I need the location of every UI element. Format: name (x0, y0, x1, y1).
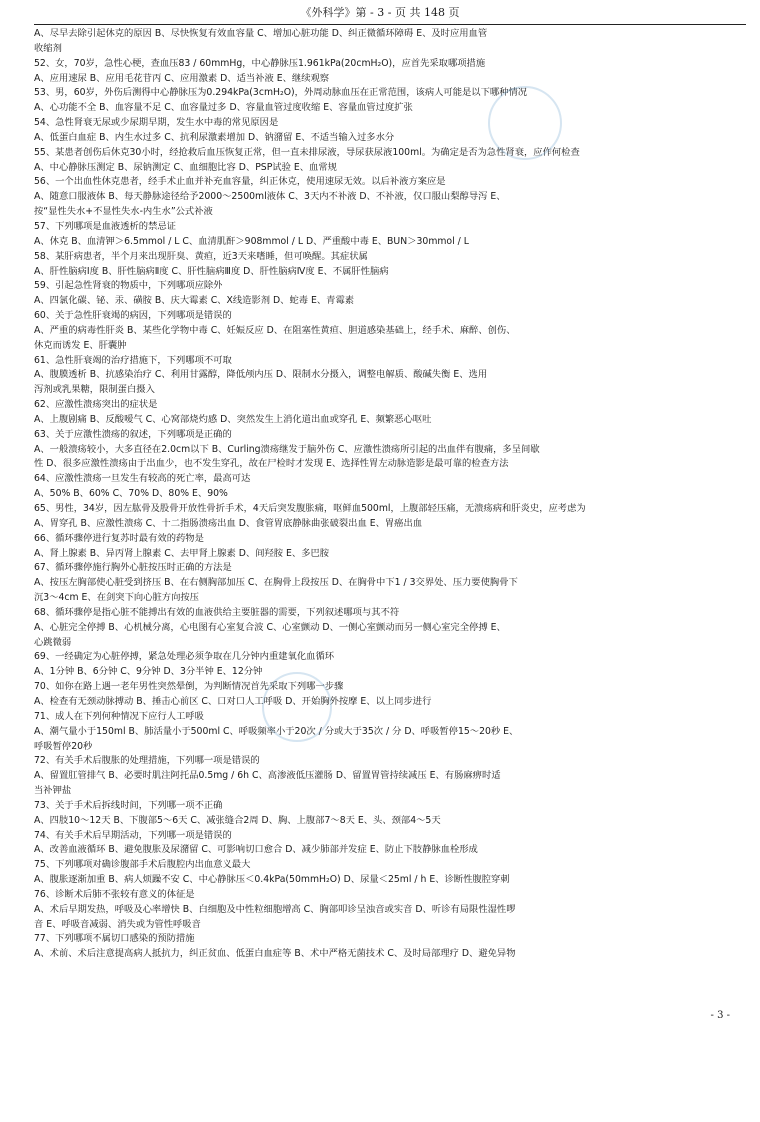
text-line: 65、男性，34岁，因左肱骨及股骨开放性骨折手术，4天后突发腹胀痛，呕鲜血500ml，上腹部轻压痛，无溃疡病和肝炎史，应考虑为 (34, 503, 586, 514)
text-line: A、肾上腺素 B、异丙肾上腺素 C、去甲肾上腺素 D、间羟胺 E、多巴胺 (34, 547, 330, 559)
text-line: 69、一经确定为心脏停搏，紧急处理必须争取在几分钟内重建氧化血循环 (34, 651, 335, 663)
text-line: A、1分钟 B、6分钟 C、9分钟 D、3分半钟 E、12分钟 (34, 666, 263, 678)
text-line: 收缩剂 (34, 42, 62, 54)
page-number: - 3 - (710, 1010, 730, 1021)
text-line: 72、有关手术后腹胀的处理措施，下列哪一项是错误的 (34, 755, 260, 767)
text-line: 当补钾盐 (34, 785, 72, 797)
text-line: 56、一个出血性休克患者，经手术止血并补充血容量，纠正休克，使用速尿无效。以后补液方案应是 (34, 176, 446, 188)
watermark-stamp-icon (488, 86, 562, 160)
text-line: 60、关于急性肝衰竭的病因，下列哪项是错误的 (34, 310, 232, 322)
text-line: A、休克 B、血清钾＞6.5mmol / L C、血清肌酐＞908mmol / L D、严重酸中毒 E、BUN＞30mmol / L (34, 235, 469, 247)
text-line: 74、有关手术后早期活动，下列哪一项是错误的 (34, 829, 232, 841)
text-line: 58、某肝病患者，半个月来出现肝臭、黄疸，近3天来嗜睡，但可唤醒。其症状属 (34, 250, 368, 262)
text-line: A、50% B、60% C、70% D、80% E、90% (34, 488, 228, 500)
text-line: 64、应激性溃疡一旦发生有较高的死亡率，最高可达 (34, 473, 251, 485)
text-line: A、检查有无颈动脉搏动 B、捶击心前区 C、口对口人工呼吸 D、开始胸外按摩 E、以上同步进行 (34, 695, 432, 707)
text-line: A、随意口服液体 B、每天静脉途径给予2000～2500ml液体 C、3天内不补液 D、不补液，仅口服山梨醇导泻 E、 (34, 191, 506, 203)
text-line: A、术后早期发热，呼吸及心率增快 B、白细胞及中性粒细胞增高 C、胸部叩诊呈浊音或实音 D、听诊有局限性湿性啰 (34, 903, 516, 915)
text-line: A、尽早去除引起休克的原因 B、尽快恢复有效血容量 C、增加心脏功能 D、纠正微循环障碍 E、及时应用血管 (34, 28, 488, 39)
text-line: A、一般溃疡较小，大多直径在2.0cm以下 B、Curling溃疡继发于脑外伤 C、应激性溃疡所引起的出血伴有腹痛，多呈间歇 (34, 443, 540, 455)
text-line: 55、某患者创伤后休克30小时，经抢救后血压恢复正常，但一直未排尿液，导尿获尿液100ml。为确定是否为急性肾衰，应作何检查 (34, 146, 580, 158)
text-line: A、严重的病毒性肝炎 B、某些化学物中毒 C、妊娠反应 D、在阻塞性黄疸、胆道感染基础上，经手术、麻醉、创伤、 (34, 324, 516, 336)
text-line: 心跳微弱 (34, 636, 72, 648)
text-line: 53、男，60岁，外伤后测得中心静脉压为0.294kPa(3cmH₂O)，外周动脉血压在正常范围，该病人可能是以下哪种情况 (34, 87, 528, 99)
text-line: 按“显性失水+不显性失水-内生水”公式补液 (34, 206, 213, 218)
text-line: 77、下列哪项不属切口感染的预防措施 (34, 933, 195, 945)
text-line: 性 D、很多应激性溃疡由于出血少，也不发生穿孔，故在尸检时才发现 E、选择性胃左动脉造影是最可靠的检查方法 (34, 458, 509, 470)
text-line: 75、下列哪项对确诊腹部手术后腹腔内出血意义最大 (34, 859, 251, 871)
text-line: 73、关于手术后拆线时间，下列哪一项不正确 (34, 799, 223, 811)
text-line: A、改善血液循环 B、避免腹胀及尿潴留 C、可影响切口愈合 D、减少肺部并发症 E、防止下肢静脉血栓形成 (34, 844, 478, 856)
text-line: 59、引起急性肾衰的物质中，下列哪项应除外 (34, 280, 223, 292)
text-line: A、潮气量小于150ml B、肺活量小于500ml C、呼吸频率小于20次 / 分或大于35次 / 分 D、呼吸暂停15～20秒 E、 (34, 725, 519, 737)
header-divider (34, 24, 746, 25)
text-line: A、留置肛管排气 B、必要时肌注阿托品0.5mg / 6h C、高渗液低压灌肠 D、留置胃管持续减压 E、有肠麻痹时适 (34, 770, 501, 782)
text-line: A、四肢10～12天 B、下腹部5～6天 C、减张缝合2周 D、胸、上腹部7～8天 E、头、颈部4～5天 (34, 814, 441, 826)
text-line: A、腹胀逐渐加重 B、病人烦躁不安 C、中心静脉压＜0.4kPa(50mmH₂O) D、尿量＜25ml / h E、诊断性腹腔穿刺 (34, 874, 510, 886)
text-line: 68、循环骤停是指心脏不能搏出有效的血液供给主要脏器的需要，下列叙述哪项与其不符 (34, 606, 400, 618)
text-line: A、按压左胸部使心脏受到挤压 B、在右侧胸部加压 C、在胸骨上段按压 D、在胸骨中下1 / 3交界处、压力要使胸骨下 (34, 577, 518, 589)
text-line: 音 E、呼吸音减弱、消失或为管性呼吸音 (34, 918, 201, 930)
question-list (34, 27, 746, 962)
text-line: A、心功能不全 B、血容量不足 C、血容量过多 D、容量血管过度收缩 E、容量血管过度扩张 (34, 102, 413, 114)
text-line: A、应用速尿 B、应用毛花苷丙 C、应用激素 D、适当补液 E、继续观察 (34, 72, 330, 84)
text-line: A、胃穿孔 B、应激性溃疡 C、十二指肠溃疡出血 D、食管胃底静脉曲张破裂出血 E、胃癌出血 (34, 517, 423, 529)
text-line: A、肝性脑病Ⅰ度 B、肝性脑病Ⅱ度 C、肝性脑病Ⅲ度 D、肝性脑病Ⅳ度 E、不属肝性脑病 (34, 265, 389, 277)
text-line: 76、诊断术后肺不张较有意义的体征是 (34, 888, 195, 900)
text-line: 休克而诱发 E、肝囊肿 (34, 339, 127, 351)
text-line: A、低蛋白血症 B、内生水过多 C、抗利尿激素增加 D、钠潴留 E、不适当输入过多水分 (34, 131, 395, 143)
text-line: 70、如你在路上遇一老年男性突然晕倒，为判断情况首先采取下列哪一步骤 (34, 681, 344, 693)
text-line: 71、成人在下列何种情况下应行人工呼吸 (34, 710, 204, 722)
text-line: 泻剂或乳果糖，限制蛋白摄入 (34, 384, 155, 396)
text-line: 呼吸暂停20秒 (34, 740, 93, 752)
text-line: A、中心静脉压测定 B、尿钠测定 C、血细胞比容 D、PSP试验 E、血常规 (34, 161, 337, 173)
text-line: 54、急性肾衰无尿或少尿期早期，发生水中毒的常见原因是 (34, 117, 279, 129)
text-line: 沉3～4cm E、在剑突下向心脏方向按压 (34, 592, 199, 604)
text-line: 52、女，70岁，急性心梗，查血压83 / 60mmHg，中心静脉压1.961kPa(20cmH₂O)，应首先采取哪项措施 (34, 57, 486, 69)
page-header: 《外科学》第 - 3 - 页 共 148 页 (300, 6, 460, 19)
text-line: A、心脏完全停搏 B、心机械分离，心电图有心室复合波 C、心室颤动 D、一侧心室颤动而另一侧心室完全停搏 E、 (34, 621, 506, 633)
text-line: A、术前、术后注意提高病人抵抗力，纠正贫血、低蛋白血症等 B、术中严格无菌技术 C、及时局部理疗 D、避免异物 (34, 948, 516, 960)
text-line: A、上腹剧痛 B、反酸嗳气 C、心窝部烧灼感 D、突然发生上消化道出血或穿孔 E、频繁恶心呕吐 (34, 413, 432, 425)
text-line: A、四氯化碳、铋、汞、磺胺 B、庆大霉素 C、X线造影剂 D、蛇毒 E、青霉素 (34, 295, 355, 307)
text-line: 66、循环骤停进行复苏时最有效的药物是 (34, 532, 204, 544)
text-line: 67、循环骤停施行胸外心脏按压时正确的方法是 (34, 562, 232, 574)
text-line: 62、应激性溃疡突出的症状是 (34, 399, 158, 411)
watermark-stamp-icon (262, 672, 332, 742)
text-line: 61、急性肝衰竭的治疗措施下，下列哪项不可取 (34, 354, 232, 366)
text-line: 63、关于应激性溃疡的叙述，下列哪项是正确的 (34, 428, 232, 440)
text-line: A、腹膜透析 B、抗感染治疗 C、利用甘露醇，降低颅内压 D、限制水分摄入，调整电解质、酸碱失衡 E、选用 (34, 369, 488, 381)
text-line: 57、下列哪项是血液透析的禁忌证 (34, 220, 176, 232)
